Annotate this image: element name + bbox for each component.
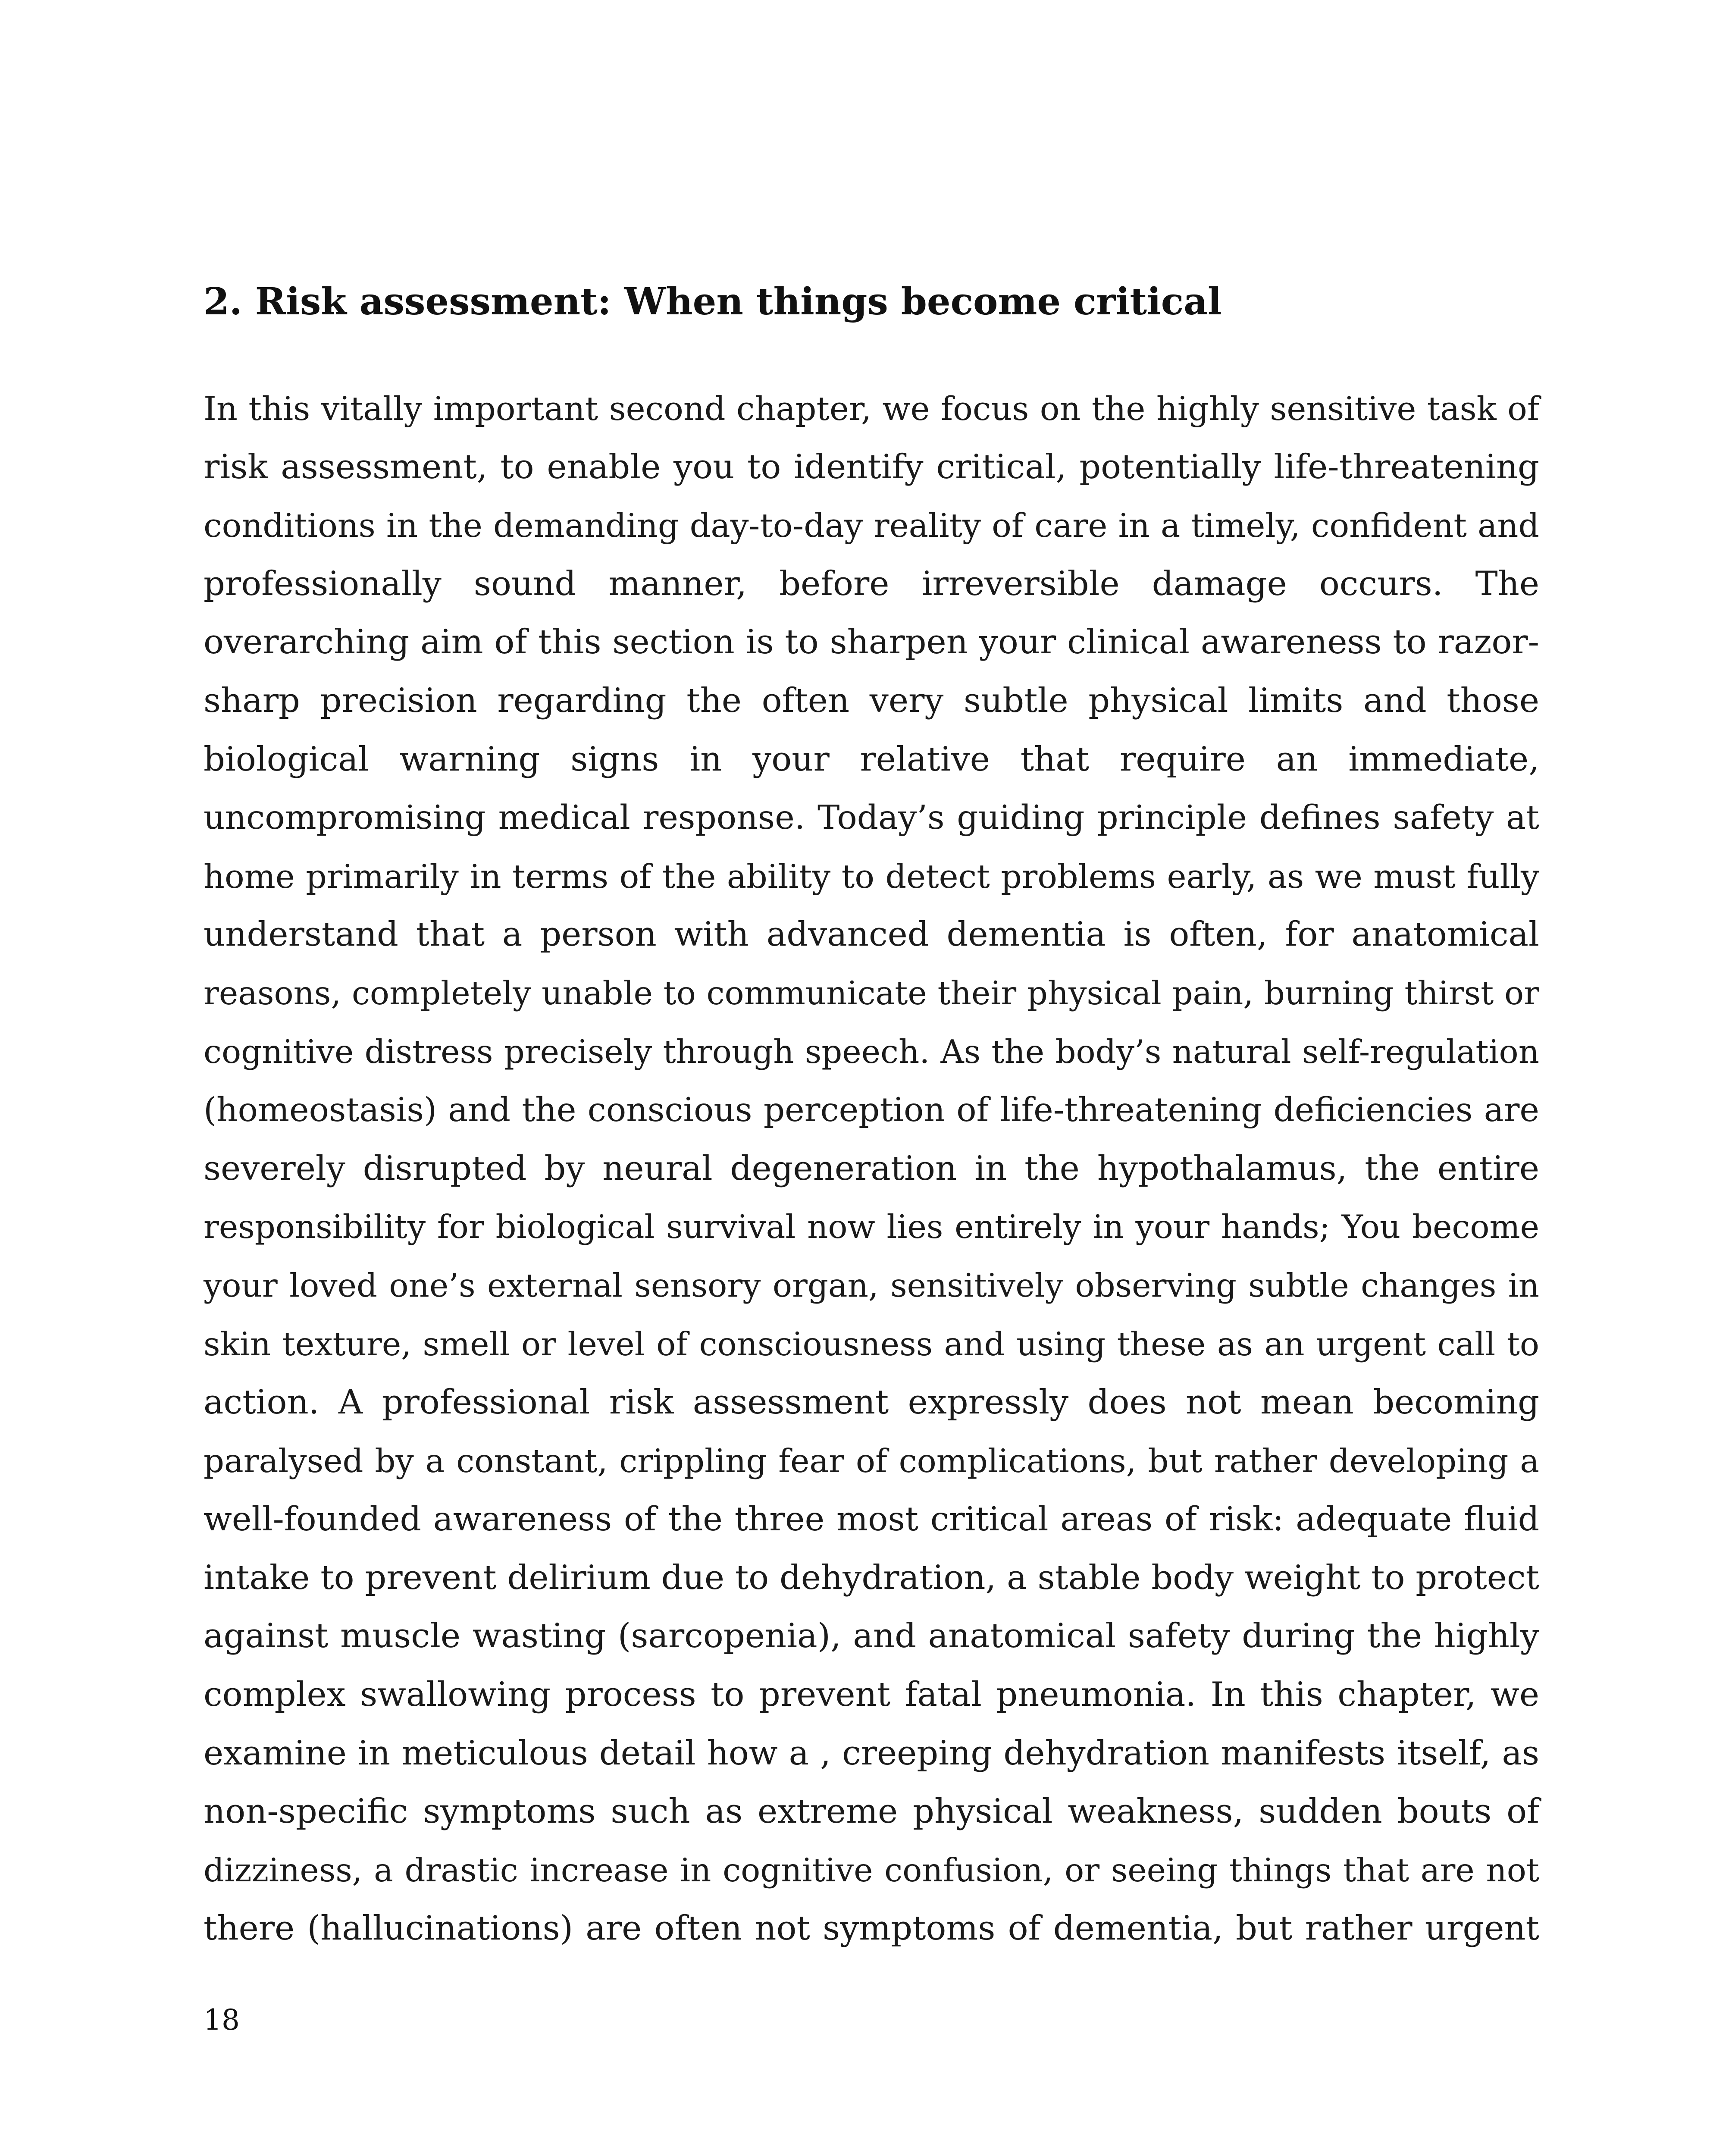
text-line: In this vitally important second chapter, we focus on the highly sensitive task of [204,389,1539,428]
text-line: severely disrupted by neural degeneration in the hypothalamus, the entire [204,1149,1539,1188]
text-line: complex swallowing process to prevent fatal pneumonia. In this chapter, we [204,1675,1539,1714]
text-line: examine in meticulous detail how a , creeping dehydration manifests itself, as [204,1733,1539,1773]
text-line: there (hallucinations) are often not symptoms of dementia, but rather urgent [204,1909,1539,1948]
text-line: sharp precision regarding the often very subtle physical limits and those [204,681,1539,720]
text-line: non-specific symptoms such as extreme physical weakness, sudden bouts of [204,1792,1539,1831]
text-line: paralysed by a constant, crippling fear of complications, but rather developing a [204,1442,1539,1480]
text-line: your loved one’s external sensory organ, sensitively observing subtle changes in [204,1266,1539,1304]
text-line: conditions in the demanding day-to-day reality of care in a timely, confident and [204,506,1539,545]
text-line: against muscle wasting (sarcopenia), and anatomical safety during the highly [204,1617,1539,1656]
text-line: overarching aim of this section is to sharpen your clinical awareness to razor- [204,623,1539,662]
text-line: uncompromising medical response. Today’s guiding principle defines safety at [204,799,1539,837]
text-line: cognitive distress precisely through speech. As the body’s natural self-regulation [204,1032,1539,1071]
text-line: biological warning signs in your relative that require an immediate, [204,740,1539,779]
page-number: 18 [204,2003,240,2037]
text-line: responsibility for biological survival now lies entirely in your hands; You become [204,1208,1539,1246]
text-line: (homeostasis) and the conscious perception of life-threatening deficiencies are [204,1091,1539,1130]
text-line: home primarily in terms of the ability to detect problems early, as we must fully [204,857,1539,896]
text-line: reasons, completely unable to communicate their physical pain, burning thirst or [204,974,1539,1012]
text-line: understand that a person with advanced dementia is often, for anatomical [204,915,1539,954]
body-paragraph [204,379,1539,1958]
chapter-heading: 2. Risk assessment: When things become critical [204,280,1222,323]
text-line: professionally sound manner, before irreversible damage occurs. The [204,564,1539,603]
text-line: risk assessment, to enable you to identify critical, potentially life-threatening [204,447,1539,486]
text-line: dizziness, a drastic increase in cognitive confusion, or seeing things that are not [204,1851,1539,1889]
text-line: intake to prevent delirium due to dehydration, a stable body weight to protect [204,1558,1539,1597]
text-line: action. A professional risk assessment expressly does not mean becoming [204,1383,1539,1422]
text-line: skin texture, smell or level of consciousness and using these as an urgent call to [204,1325,1539,1363]
text-line: well-founded awareness of the three most critical areas of risk: adequate fluid [204,1500,1539,1539]
